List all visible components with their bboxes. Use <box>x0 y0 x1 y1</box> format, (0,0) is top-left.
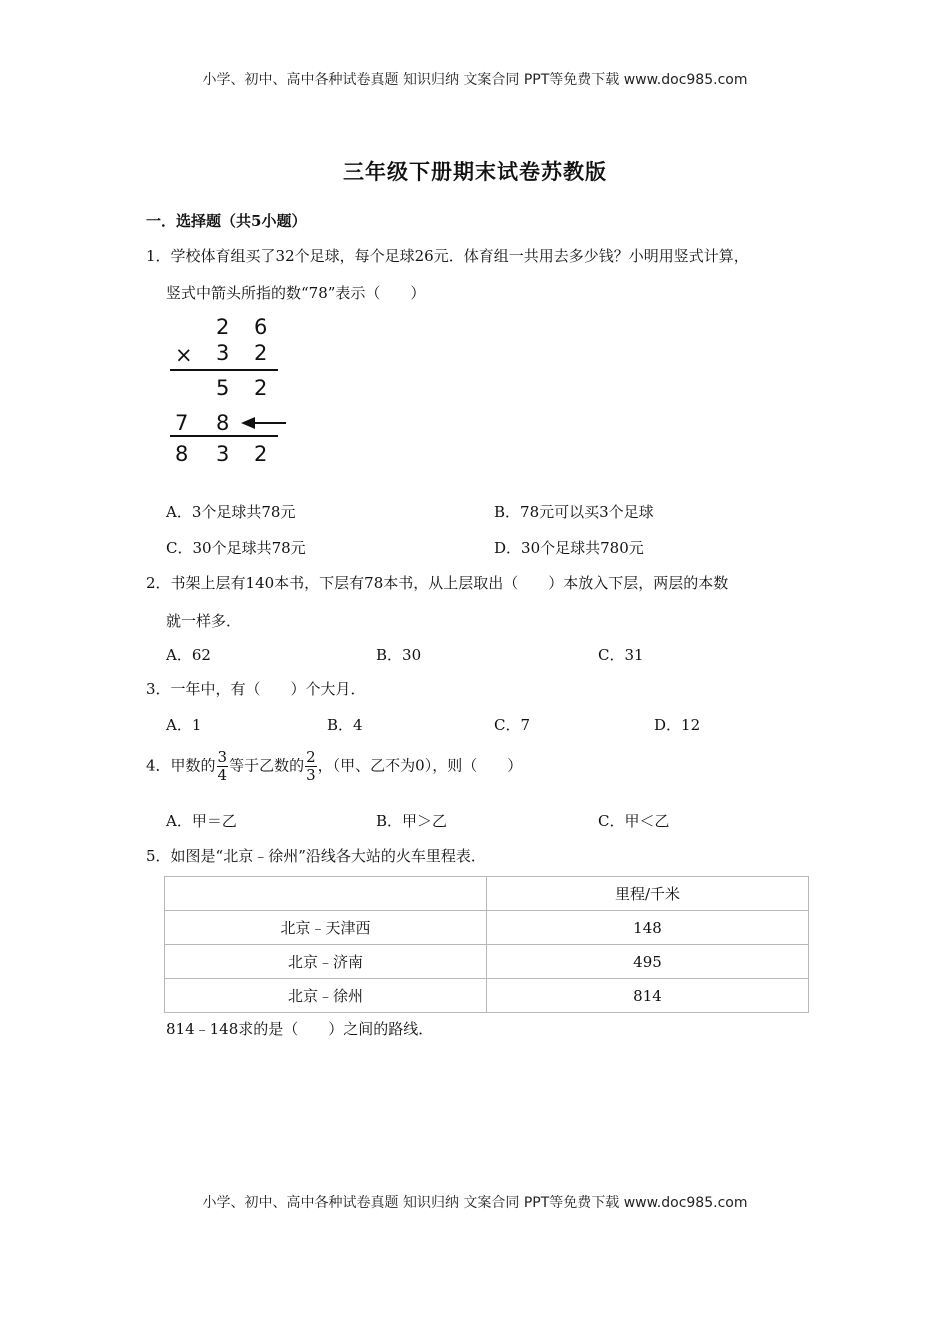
q1-option-d[interactable]: D．30个足球共780元 <box>494 539 644 557</box>
q5-line1: 5．如图是“北京﹣徐州”沿线各大站的火车里程表． <box>146 847 486 865</box>
table-row <box>165 911 809 945</box>
calc-row2-digit-ones: 2 <box>254 341 268 365</box>
q2-line2: 就一样多． <box>166 612 242 630</box>
page-header: 小学、初中、高中各种试卷真题 知识归纳 文案合同 PPT等免费下载 www.doc985.com <box>202 72 748 88</box>
mileage-table <box>164 876 809 1013</box>
table-cell-route: 北京﹣济南 <box>165 945 487 979</box>
q1-line2: 竖式中箭头所指的数“78”表示（ ） <box>166 284 426 302</box>
calc-result-hundreds: 8 <box>175 442 189 466</box>
q3-option-c[interactable]: C．7 <box>494 716 531 734</box>
table-row <box>165 945 809 979</box>
calc-row1-digit-tens: 2 <box>216 315 230 339</box>
page-title: 三年级下册期末试卷苏教版 <box>343 159 607 184</box>
q3-line1: 3．一年中，有（ ）个大月． <box>146 680 366 698</box>
table-cell-distance: 495 <box>487 945 809 979</box>
q2-line1: 2．书架上层有140本书，下层有78本书，从上层取出（ ）本放入下层，两层的本数 <box>146 574 729 592</box>
vertical-multiplication-figure <box>165 313 295 468</box>
q3-option-b[interactable]: B．4 <box>327 716 363 734</box>
q1-option-b[interactable]: B．78元可以买3个足球 <box>494 503 654 521</box>
calc-result-tens: 3 <box>216 442 230 466</box>
q3-option-d[interactable]: D．12 <box>654 716 701 734</box>
fraction-two-thirds: $\frac{2}{3}$ <box>306 748 316 784</box>
q4-text-b: 等于乙数的 <box>229 756 305 775</box>
table-cell-route: 北京﹣天津西 <box>165 911 487 945</box>
table-cell-distance: 148 <box>487 911 809 945</box>
calc-partial1-ones: 2 <box>254 376 268 400</box>
arrow-icon <box>241 417 286 429</box>
q4-text-c: ，（甲、乙不为0），则（ ） <box>317 756 523 775</box>
calc-partial2-hundreds: 7 <box>175 411 189 435</box>
q1-line1: 1．学校体育组买了32个足球，每个足球26元．体育组一共用去多少钱？小明用竖式计算， <box>146 247 749 265</box>
fraction-three-quarters: $\frac{3}{4}$ <box>217 748 228 784</box>
calc-partial1-tens: 5 <box>216 376 230 400</box>
q4-text-a: 4．甲数的 <box>146 756 216 775</box>
table-cell-route: 北京﹣徐州 <box>165 979 487 1013</box>
calc-multiply-sign: × <box>175 343 193 367</box>
q5-after-text: 814﹣148求的是（ ）之间的路线． <box>166 1020 434 1038</box>
q4-option-b[interactable]: B．甲＞乙 <box>376 812 448 830</box>
section-heading: 一．选择题（共5小题） <box>146 212 307 230</box>
calc-partial2-tens: 8 <box>216 411 230 435</box>
table-header-row <box>165 877 809 911</box>
table-row <box>165 979 809 1013</box>
q1-option-a[interactable]: A．3个足球共78元 <box>166 503 296 521</box>
table-header-cell <box>165 877 487 911</box>
q1-option-c[interactable]: C．30个足球共78元 <box>166 539 306 557</box>
table-header-cell: 里程/千米 <box>487 877 809 911</box>
q4-option-c[interactable]: C．甲＜乙 <box>598 812 670 830</box>
calc-row2-digit-tens: 3 <box>216 341 230 365</box>
table-cell-distance: 814 <box>487 979 809 1013</box>
q2-option-c[interactable]: C．31 <box>598 646 644 664</box>
q3-option-a[interactable]: A．1 <box>166 716 202 734</box>
q4-line <box>146 750 522 783</box>
q2-option-a[interactable]: A．62 <box>166 646 211 664</box>
q2-option-b[interactable]: B．30 <box>376 646 422 664</box>
calc-result-ones: 2 <box>254 442 268 466</box>
page-footer: 小学、初中、高中各种试卷真题 知识归纳 文案合同 PPT等免费下载 www.doc985.com <box>202 1195 748 1211</box>
calc-row1-digit-ones: 6 <box>254 315 268 339</box>
q4-option-a[interactable]: A．甲＝乙 <box>166 812 237 830</box>
